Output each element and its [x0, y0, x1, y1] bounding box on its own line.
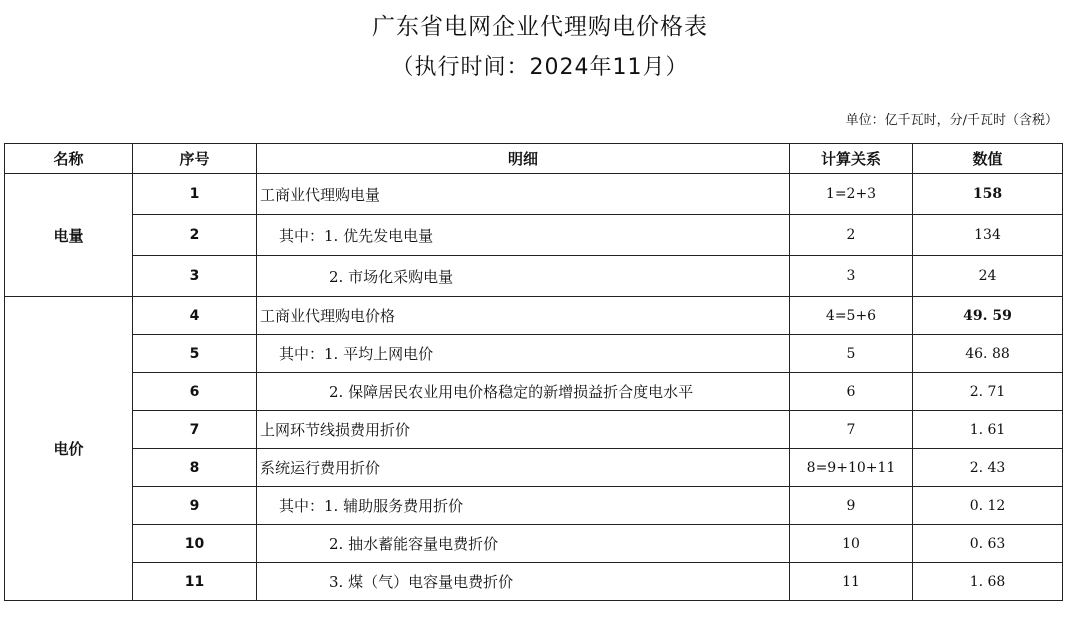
- row-calc: 1=2+3: [790, 174, 913, 215]
- row-value: 24: [913, 256, 1063, 297]
- table-row: [5, 411, 1063, 449]
- row-value: 134: [913, 215, 1063, 256]
- row-calc: 10: [790, 525, 913, 563]
- table-row: [5, 297, 1063, 335]
- row-value: 2. 43: [913, 449, 1063, 487]
- row-no: 9: [133, 487, 257, 525]
- page-subtitle: （执行时间：2024年11月）: [391, 55, 689, 80]
- row-calc: 2: [790, 215, 913, 256]
- row-no: 11: [133, 563, 257, 601]
- row-calc: 3: [790, 256, 913, 297]
- unit-note: 单位：亿千瓦时，分/千瓦时（含税）: [845, 113, 1058, 128]
- row-detail: 其中：1. 优先发电电量: [257, 215, 790, 256]
- header-calc: 计算关系: [790, 144, 913, 174]
- table-row: [5, 256, 1063, 297]
- table-row: [5, 563, 1063, 601]
- table-row: [5, 215, 1063, 256]
- row-no: 6: [133, 373, 257, 411]
- group-electricity: 电量: [5, 174, 133, 297]
- header-no: 序号: [133, 144, 257, 174]
- row-calc: 8=9+10+11: [790, 449, 913, 487]
- row-detail: 2. 市场化采购电量: [257, 256, 790, 297]
- row-value: 1. 61: [913, 411, 1063, 449]
- row-value: 2. 71: [913, 373, 1063, 411]
- row-detail: 2. 抽水蓄能容量电费折价: [257, 525, 790, 563]
- group-price: 电价: [5, 297, 133, 601]
- page-title: 广东省电网企业代理购电价格表: [372, 14, 708, 40]
- row-calc: 9: [790, 487, 913, 525]
- table-row: [5, 174, 1063, 215]
- table-row: [5, 449, 1063, 487]
- row-calc: 11: [790, 563, 913, 601]
- row-calc: 6: [790, 373, 913, 411]
- table-row: [5, 525, 1063, 563]
- row-no: 2: [133, 215, 257, 256]
- header-value: 数值: [913, 144, 1063, 174]
- row-value: 1. 68: [913, 563, 1063, 601]
- row-value: 158: [913, 174, 1063, 215]
- row-no: 4: [133, 297, 257, 335]
- row-detail: 其中：1. 平均上网电价: [257, 335, 790, 373]
- row-value: 46. 88: [913, 335, 1063, 373]
- row-no: 7: [133, 411, 257, 449]
- row-detail: 上网环节线损费用折价: [257, 411, 790, 449]
- table-row: [5, 487, 1063, 525]
- row-calc: 7: [790, 411, 913, 449]
- row-detail: 其中：1. 辅助服务费用折价: [257, 487, 790, 525]
- row-value: 0. 63: [913, 525, 1063, 563]
- table-row: [5, 373, 1063, 411]
- table-header-row: [5, 144, 1063, 174]
- price-table: [4, 143, 1063, 601]
- header-detail: 明细: [257, 144, 790, 174]
- row-no: 3: [133, 256, 257, 297]
- row-value: 0. 12: [913, 487, 1063, 525]
- row-value: 49. 59: [913, 297, 1063, 335]
- row-no: 5: [133, 335, 257, 373]
- header-name: 名称: [5, 144, 133, 174]
- row-no: 1: [133, 174, 257, 215]
- row-calc: 4=5+6: [790, 297, 913, 335]
- row-no: 8: [133, 449, 257, 487]
- row-calc: 5: [790, 335, 913, 373]
- row-detail: 工商业代理购电量: [257, 174, 790, 215]
- row-no: 10: [133, 525, 257, 563]
- row-detail: 3. 煤（气）电容量电费折价: [257, 563, 790, 601]
- row-detail: 系统运行费用折价: [257, 449, 790, 487]
- table-row: [5, 335, 1063, 373]
- row-detail: 工商业代理购电价格: [257, 297, 790, 335]
- row-detail: 2. 保障居民农业用电价格稳定的新增损益折合度电水平: [257, 373, 790, 411]
